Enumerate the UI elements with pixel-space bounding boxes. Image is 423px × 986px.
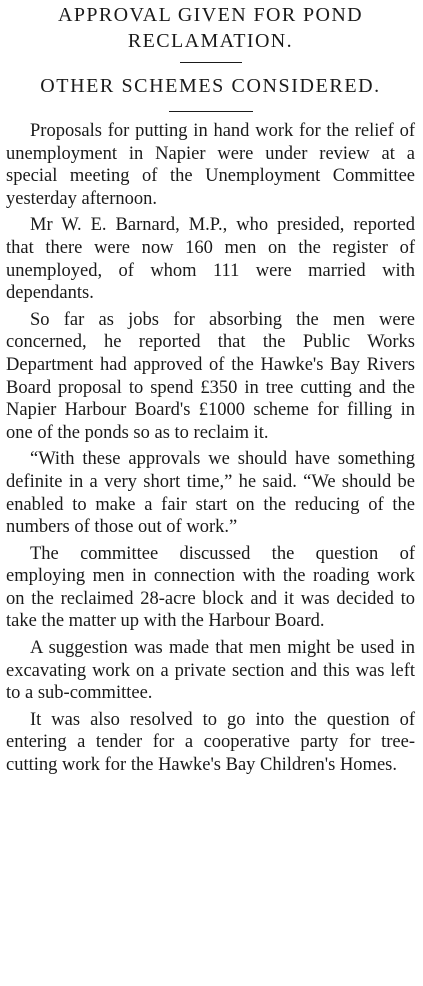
subheadline: OTHER SCHEMES CONSIDERED. (40, 75, 381, 97)
article-paragraph: “With these approvals we should have something definite in a very short time,” he said. “We should be enabled to make a fair start on the reducing of the numbers of those out of work.” (6, 449, 415, 538)
article-paragraph: The committee discussed the question of employing men in connection with the roading work on the reclaimed 28-acre block and it was decided to take the matter up with the Harbour Board. (6, 543, 415, 632)
headline-divider (180, 62, 242, 63)
article-paragraph: Proposals for putting in hand work for the relief of unemployment in Napier were under review at a special meeting of the Unemployment Committee yesterday afternoon. (6, 121, 415, 209)
article-paragraph: It was also resolved to go into the question of entering a tender for a cooperative party for tree-cutting work for the Hawke's Bay Children's Homes. (6, 709, 415, 776)
headline: APPROVAL GIVEN FOR POND RECLAMATION. (57, 4, 364, 52)
article-paragraph: So far as jobs for absorbing the men were concerned, he reported that the Public Works Department had approved of the Hawke's Bay Rivers Board proposal to spend £350 in tree cutting and the Napier Harbour Board's £1000 scheme for filling in one of the ponds so as to reclaim it. (6, 309, 415, 443)
article-paragraph: A suggestion was made that men might be used in excavating work on a private section and this was left to a sub-committee. (6, 638, 415, 704)
article-paragraph: Mr W. E. Barnard, M.P., who presided, reported that there were now 160 men on the register of unemployed, of whom 111 were married with dependants. (6, 215, 415, 304)
subheadline-divider (169, 111, 253, 112)
news-article (0, 2, 423, 986)
